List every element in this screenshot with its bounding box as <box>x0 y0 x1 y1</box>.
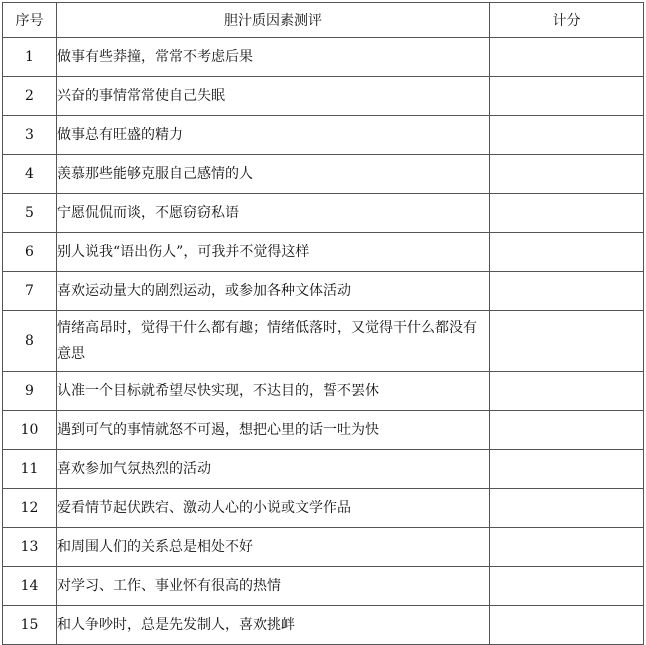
row-number: 14 <box>3 567 57 606</box>
header-number: 序号 <box>3 3 57 38</box>
header-score: 计分 <box>490 3 644 38</box>
row-number: 4 <box>3 155 57 194</box>
score-cell[interactable] <box>490 233 644 272</box>
score-cell[interactable] <box>490 38 644 77</box>
score-cell[interactable] <box>490 116 644 155</box>
row-number: 10 <box>3 411 57 450</box>
row-item: 喜欢运动量大的剧烈运动，或参加各种文体活动 <box>57 272 490 311</box>
row-number: 9 <box>3 372 57 411</box>
score-cell[interactable] <box>490 606 644 645</box>
row-number: 1 <box>3 38 57 77</box>
row-item: 羡慕那些能够克服自己感情的人 <box>57 155 490 194</box>
table-row <box>3 606 644 645</box>
row-item: 和人争吵时，总是先发制人，喜欢挑衅 <box>57 606 490 645</box>
row-number: 12 <box>3 489 57 528</box>
row-item: 别人说我“语出伤人”，可我并不觉得这样 <box>57 233 490 272</box>
table-row <box>3 411 644 450</box>
table-row <box>3 528 644 567</box>
table-row <box>3 116 644 155</box>
score-cell[interactable] <box>490 528 644 567</box>
row-item: 做事有些莽撞，常常不考虑后果 <box>57 38 490 77</box>
row-item: 爱看情节起伏跌宕、激动人心的小说或文学作品 <box>57 489 490 528</box>
row-item: 情绪高昂时，觉得干什么都有趣；情绪低落时，又觉得干什么都没有意思 <box>57 311 490 372</box>
table-row <box>3 311 644 372</box>
table-row <box>3 77 644 116</box>
row-number: 15 <box>3 606 57 645</box>
table-row <box>3 450 644 489</box>
row-number: 5 <box>3 194 57 233</box>
row-item: 遇到可气的事情就怒不可遏，想把心里的话一吐为快 <box>57 411 490 450</box>
row-number: 11 <box>3 450 57 489</box>
score-cell[interactable] <box>490 272 644 311</box>
table-row <box>3 155 644 194</box>
row-item: 宁愿侃侃而谈，不愿窃窃私语 <box>57 194 490 233</box>
score-cell[interactable] <box>490 311 644 372</box>
header-item: 胆汁质因素测评 <box>57 3 490 38</box>
score-cell[interactable] <box>490 489 644 528</box>
table-row <box>3 567 644 606</box>
score-cell[interactable] <box>490 450 644 489</box>
questionnaire-table <box>2 2 644 645</box>
table-row <box>3 233 644 272</box>
row-number: 2 <box>3 77 57 116</box>
header-row <box>3 3 644 38</box>
score-cell[interactable] <box>490 194 644 233</box>
row-item: 和周围人们的关系总是相处不好 <box>57 528 490 567</box>
score-cell[interactable] <box>490 411 644 450</box>
row-item: 喜欢参加气氛热烈的活动 <box>57 450 490 489</box>
score-cell[interactable] <box>490 372 644 411</box>
row-number: 3 <box>3 116 57 155</box>
table-row <box>3 38 644 77</box>
table-row <box>3 372 644 411</box>
score-cell[interactable] <box>490 155 644 194</box>
table-row <box>3 194 644 233</box>
row-number: 13 <box>3 528 57 567</box>
table-row <box>3 489 644 528</box>
row-item: 做事总有旺盛的精力 <box>57 116 490 155</box>
row-item: 认准一个目标就希望尽快实现，不达目的，誓不罢休 <box>57 372 490 411</box>
row-item: 兴奋的事情常常使自己失眠 <box>57 77 490 116</box>
table-row <box>3 272 644 311</box>
row-number: 6 <box>3 233 57 272</box>
score-cell[interactable] <box>490 567 644 606</box>
score-cell[interactable] <box>490 77 644 116</box>
row-number: 7 <box>3 272 57 311</box>
row-item: 对学习、工作、事业怀有很高的热情 <box>57 567 490 606</box>
row-number: 8 <box>3 311 57 372</box>
